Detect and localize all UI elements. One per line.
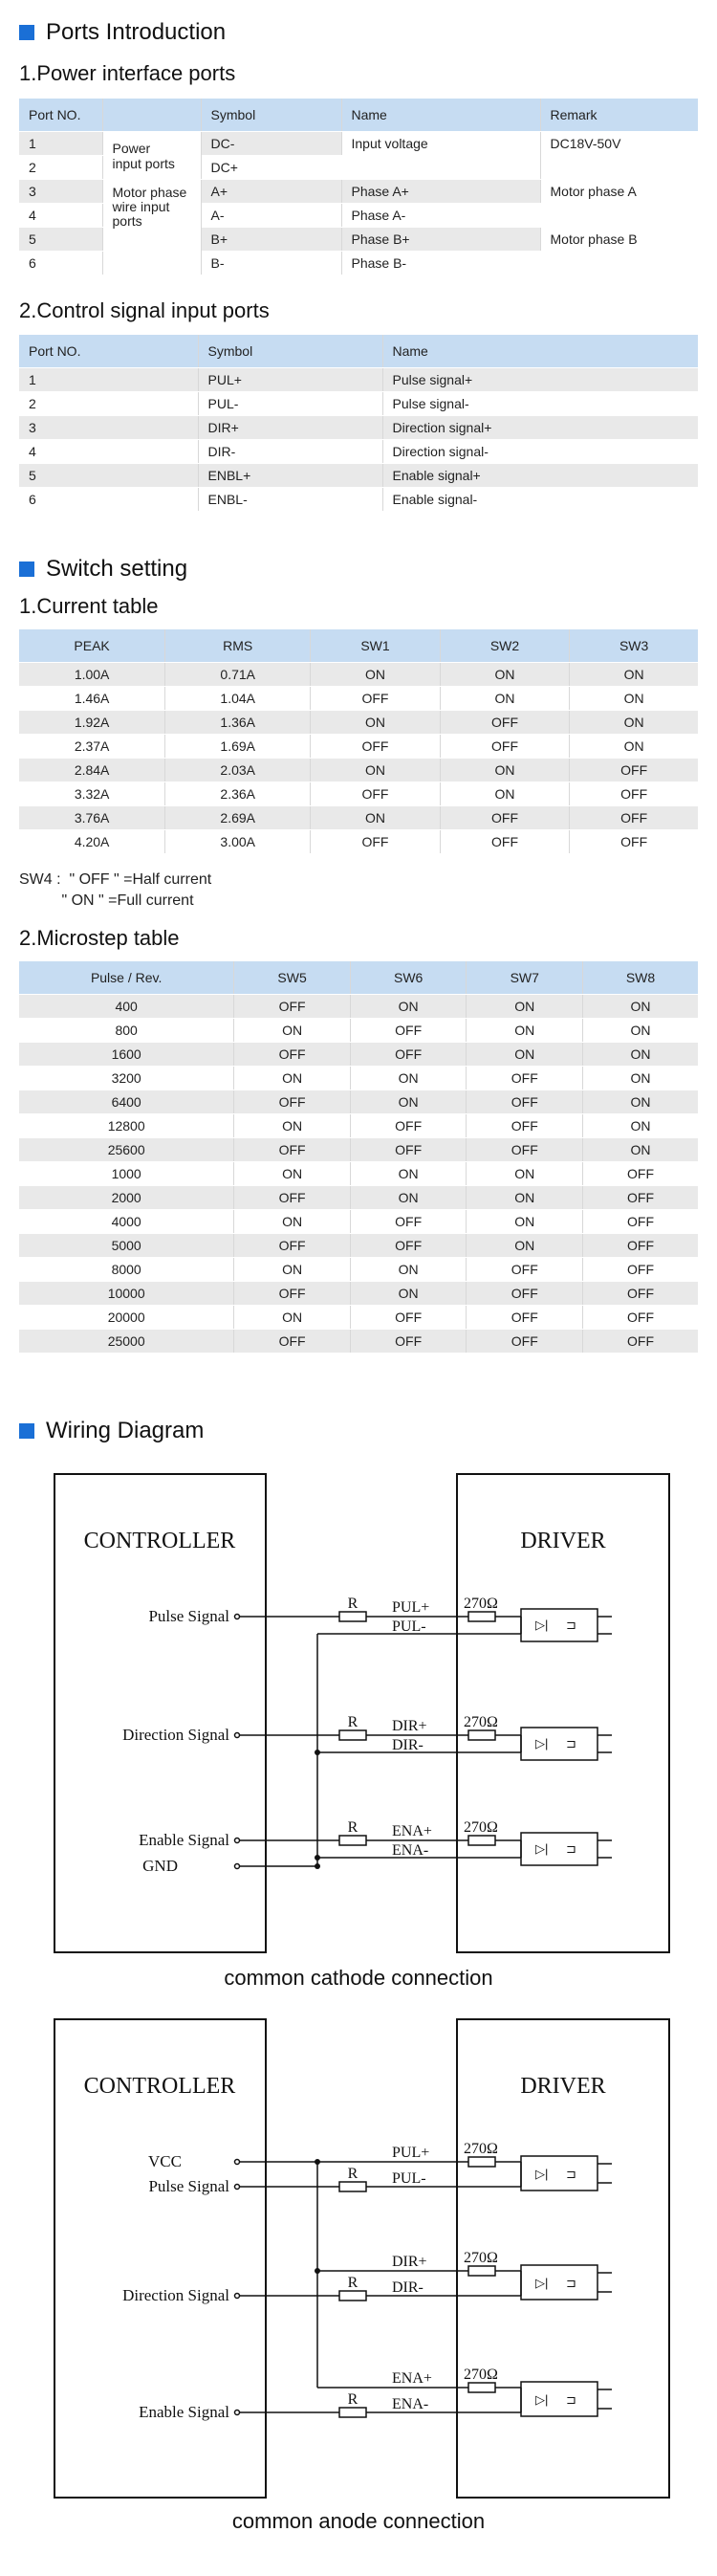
ohm-label: 270Ω	[464, 2141, 498, 2157]
table-cell: ON	[234, 1210, 351, 1234]
table-cell: OFF	[311, 830, 441, 854]
table-cell: OFF	[467, 1067, 583, 1090]
table-row: 3 Motor phase wire input ports A+ Phase A+ Motor phase A	[19, 180, 698, 204]
table-cell: 800	[19, 1019, 234, 1043]
dir-minus-label: DIR-	[392, 1737, 424, 1753]
table-row	[19, 1114, 698, 1138]
table-cell: OFF	[583, 1306, 698, 1330]
pulse-signal-label: Pulse Signal	[148, 2177, 229, 2195]
table-cell: OFF	[583, 1282, 698, 1306]
table-cell: 8000	[19, 1258, 234, 1282]
table-header: Port NO.	[19, 99, 102, 132]
table-cell: 20000	[19, 1306, 234, 1330]
table-row: 1 PUL+ Pulse signal+	[19, 368, 698, 392]
pul-plus-label: PUL+	[392, 1599, 430, 1616]
table-cell: OFF	[570, 806, 698, 830]
section-bullet-icon	[19, 1423, 34, 1439]
svg-text:▷|: ▷|	[535, 1736, 549, 1750]
table-cell: OFF	[234, 1330, 351, 1354]
table-row	[19, 1138, 698, 1162]
table-cell: ON	[440, 782, 570, 806]
table-cell: OFF	[583, 1186, 698, 1210]
table-row	[19, 782, 698, 806]
svg-text:⊐: ⊐	[566, 1618, 576, 1632]
table-cell: ON	[350, 1186, 467, 1210]
opto-symbol: ▷|	[535, 1618, 549, 1632]
table-cell: ON	[467, 1210, 583, 1234]
power-input-group: Power input ports	[102, 132, 201, 180]
microstep-table	[19, 961, 698, 1354]
table-cell: ON	[350, 1258, 467, 1282]
resistor-label: R	[347, 2166, 358, 2182]
table-cell: OFF	[350, 1138, 467, 1162]
gnd-label: GND	[142, 1857, 178, 1875]
table-row	[19, 1019, 698, 1043]
table-cell: ON	[311, 711, 441, 735]
table-cell: 2000	[19, 1186, 234, 1210]
table-row	[19, 1330, 698, 1354]
controller-label: CONTROLLER	[83, 1529, 236, 1553]
table-cell: 1.04A	[165, 687, 311, 711]
control-ports-table	[19, 335, 698, 512]
table-cell: ON	[350, 1162, 467, 1186]
table-cell: ON	[467, 1019, 583, 1043]
table-cell: 2.84A	[19, 759, 165, 782]
table-row	[19, 663, 698, 687]
table-cell: ON	[467, 1234, 583, 1258]
table-cell: OFF	[350, 1306, 467, 1330]
sw4-note-line1: SW4 : " OFF " =Half current	[19, 871, 212, 888]
table-cell: OFF	[467, 1258, 583, 1282]
ohm-label: 270Ω	[464, 2250, 498, 2266]
table-cell: ON	[570, 663, 698, 687]
wiring-section-title: Wiring Diagram	[19, 1418, 204, 1444]
table-cell: OFF	[311, 687, 441, 711]
switch-section-title: Switch setting	[19, 556, 187, 583]
table-cell: ON	[467, 1043, 583, 1067]
direction-signal-label: Direction Signal	[122, 2286, 229, 2304]
table-cell: ON	[440, 687, 570, 711]
table-row	[19, 1162, 698, 1186]
table-cell: ON	[234, 1067, 351, 1090]
resistor-label: R	[347, 2275, 358, 2291]
table-row: 5 B+ Phase B+ Motor phase B	[19, 228, 698, 252]
table-row: 5 ENBL+ Enable signal+	[19, 464, 698, 488]
direction-signal-label: Direction Signal	[122, 1726, 229, 1744]
table-cell: 1.92A	[19, 711, 165, 735]
table-cell: 1.46A	[19, 687, 165, 711]
table-row	[19, 1234, 698, 1258]
table-cell: ON	[583, 1090, 698, 1114]
table-cell: ON	[234, 1019, 351, 1043]
table-header: Name	[382, 335, 698, 368]
table-row	[19, 735, 698, 759]
table-cell: 1.36A	[165, 711, 311, 735]
table-header: SW5	[234, 961, 351, 995]
table-cell: ON	[583, 995, 698, 1019]
table-row	[19, 1282, 698, 1306]
table-cell: OFF	[350, 1019, 467, 1043]
ohm-label: 270Ω	[464, 1714, 498, 1730]
table-row: 4 A- Phase A-	[19, 204, 698, 228]
table-cell: ON	[350, 1282, 467, 1306]
table-cell: OFF	[234, 1282, 351, 1306]
table-cell: 400	[19, 995, 234, 1019]
table-header: Pulse / Rev.	[19, 961, 234, 995]
table-row	[19, 711, 698, 735]
table-cell: 1.69A	[165, 735, 311, 759]
power-ports-table	[19, 99, 698, 275]
table-cell: ON	[570, 735, 698, 759]
table-cell: ON	[467, 1162, 583, 1186]
table-header: SW6	[350, 961, 467, 995]
section-bullet-icon	[19, 561, 34, 577]
table-cell: ON	[350, 1067, 467, 1090]
power-ports-title: 1.Power interface ports	[19, 61, 236, 85]
dir-minus-label: DIR-	[392, 2279, 424, 2296]
table-cell: OFF	[350, 1114, 467, 1138]
table-cell: 1600	[19, 1043, 234, 1067]
table-cell: ON	[583, 1043, 698, 1067]
table-cell: ON	[440, 663, 570, 687]
table-cell: OFF	[234, 1043, 351, 1067]
table-cell: OFF	[570, 782, 698, 806]
enable-signal-label: Enable Signal	[139, 2403, 229, 2421]
table-cell: ON	[583, 1138, 698, 1162]
table-cell: 25000	[19, 1330, 234, 1354]
ohm-label: 270Ω	[464, 2367, 498, 2383]
table-row	[19, 830, 698, 854]
table-row	[19, 1210, 698, 1234]
motor-phase-group: Motor phase wire input ports	[102, 180, 201, 275]
vcc-label: VCC	[148, 2152, 182, 2170]
table-row: 6 B- Phase B-	[19, 252, 698, 275]
table-row: 4 DIR- Direction signal-	[19, 440, 698, 464]
table-cell: OFF	[583, 1162, 698, 1186]
table-cell: OFF	[570, 759, 698, 782]
table-row	[19, 687, 698, 711]
table-cell: ON	[570, 687, 698, 711]
ena-minus-label: ENA-	[392, 2396, 429, 2412]
resistor-label: R	[347, 1596, 358, 1612]
svg-text:⊐: ⊐	[566, 2167, 576, 2181]
microstep-table-title: 2.Microstep table	[19, 926, 180, 950]
table-header: Name	[341, 99, 540, 132]
ports-section-title: Ports Introduction	[19, 19, 226, 46]
table-cell: ON	[234, 1258, 351, 1282]
table-cell: ON	[234, 1306, 351, 1330]
table-cell: OFF	[234, 1090, 351, 1114]
table-cell: OFF	[234, 1138, 351, 1162]
table-cell: 3.76A	[19, 806, 165, 830]
table-row	[19, 1186, 698, 1210]
table-cell: 12800	[19, 1114, 234, 1138]
ena-minus-label: ENA-	[392, 1842, 429, 1859]
pul-minus-label: PUL-	[392, 2170, 426, 2187]
table-cell: 2.03A	[165, 759, 311, 782]
table-cell: OFF	[440, 711, 570, 735]
common-cathode-diagram	[0, 1473, 717, 1961]
table-cell: ON	[234, 1162, 351, 1186]
table-cell: 10000	[19, 1282, 234, 1306]
table-row: 3 DIR+ Direction signal+	[19, 416, 698, 440]
table-row	[19, 1258, 698, 1282]
svg-text:⊐: ⊐	[566, 2276, 576, 2290]
pul-minus-label: PUL-	[392, 1618, 426, 1635]
table-cell: OFF	[350, 1234, 467, 1258]
table-header: Remark	[540, 99, 698, 132]
table-header: SW1	[311, 629, 441, 663]
table-header: SW2	[440, 629, 570, 663]
ohm-label: 270Ω	[464, 1819, 498, 1836]
section-bullet-icon	[19, 25, 34, 40]
cathode-caption: common cathode connection	[224, 1966, 493, 1990]
table-cell: ON	[311, 663, 441, 687]
ena-plus-label: ENA+	[392, 1823, 432, 1839]
table-cell: OFF	[467, 1282, 583, 1306]
table-row: 2 PUL- Pulse signal-	[19, 392, 698, 416]
table-cell: 2.37A	[19, 735, 165, 759]
table-header: Symbol	[198, 335, 382, 368]
table-cell: ON	[440, 759, 570, 782]
driver-label: DRIVER	[520, 2074, 606, 2099]
table-cell: OFF	[311, 735, 441, 759]
ohm-label: 270Ω	[464, 1596, 498, 1612]
table-cell: OFF	[570, 830, 698, 854]
table-cell: OFF	[467, 1114, 583, 1138]
svg-text:▷|: ▷|	[535, 2392, 549, 2407]
table-row	[19, 1043, 698, 1067]
table-cell: 3200	[19, 1067, 234, 1090]
table-cell: ON	[234, 1114, 351, 1138]
svg-text:▷|: ▷|	[535, 2167, 549, 2181]
table-cell: OFF	[350, 1330, 467, 1354]
table-cell: ON	[311, 806, 441, 830]
pulse-signal-label: Pulse Signal	[148, 1607, 229, 1625]
table-cell: 0.71A	[165, 663, 311, 687]
svg-text:⊐: ⊐	[566, 2392, 576, 2407]
anode-caption: common anode connection	[231, 2509, 486, 2533]
table-header: Port NO.	[19, 335, 198, 368]
table-cell: 2.69A	[165, 806, 311, 830]
dir-plus-label: DIR+	[392, 2254, 427, 2270]
resistor-label: R	[347, 1714, 358, 1730]
common-anode-diagram	[0, 2018, 717, 2506]
table-row: 6 ENBL- Enable signal-	[19, 488, 698, 512]
controller-label: CONTROLLER	[83, 2074, 236, 2099]
table-cell: ON	[467, 995, 583, 1019]
table-row: 2 DC+	[19, 156, 698, 180]
table-cell: 3.32A	[19, 782, 165, 806]
pul-plus-label: PUL+	[392, 2145, 430, 2161]
svg-text:▷|: ▷|	[535, 1841, 549, 1856]
table-cell: OFF	[440, 806, 570, 830]
table-cell: 5000	[19, 1234, 234, 1258]
table-cell: OFF	[583, 1234, 698, 1258]
table-row	[19, 1090, 698, 1114]
table-cell: OFF	[234, 1186, 351, 1210]
table-cell: OFF	[440, 735, 570, 759]
table-header: SW8	[583, 961, 698, 995]
table-cell: OFF	[311, 782, 441, 806]
table-cell: 2.36A	[165, 782, 311, 806]
table-cell: ON	[350, 995, 467, 1019]
table-row	[19, 806, 698, 830]
control-ports-title: 2.Control signal input ports	[19, 298, 270, 322]
table-cell: OFF	[234, 1234, 351, 1258]
svg-text:⊐: ⊐	[566, 1736, 576, 1750]
table-cell: OFF	[467, 1090, 583, 1114]
table-row	[19, 759, 698, 782]
table-cell: 4000	[19, 1210, 234, 1234]
table-header: RMS	[165, 629, 311, 663]
table-cell: OFF	[350, 1043, 467, 1067]
svg-text:⊐: ⊐	[566, 1841, 576, 1856]
current-table	[19, 629, 698, 854]
table-cell: OFF	[583, 1330, 698, 1354]
table-cell: OFF	[467, 1138, 583, 1162]
enable-signal-label: Enable Signal	[139, 1831, 229, 1849]
table-cell: ON	[583, 1019, 698, 1043]
table-cell: ON	[570, 711, 698, 735]
table-cell: 1000	[19, 1162, 234, 1186]
table-header: PEAK	[19, 629, 165, 663]
table-cell: ON	[583, 1067, 698, 1090]
svg-text:▷|: ▷|	[535, 2276, 549, 2290]
table-header	[102, 99, 201, 132]
ena-plus-label: ENA+	[392, 2370, 432, 2387]
table-row	[19, 995, 698, 1019]
table-cell: ON	[311, 759, 441, 782]
table-cell: OFF	[350, 1210, 467, 1234]
table-cell: OFF	[583, 1258, 698, 1282]
resistor-label: R	[347, 1819, 358, 1836]
table-header: Symbol	[201, 99, 341, 132]
table-cell: OFF	[467, 1306, 583, 1330]
table-cell: ON	[350, 1090, 467, 1114]
driver-label: DRIVER	[520, 1529, 606, 1553]
dir-plus-label: DIR+	[392, 1718, 427, 1734]
table-row: 1 Power input ports DC- Input voltage DC18V-50V	[19, 132, 698, 156]
table-cell: 1.00A	[19, 663, 165, 687]
table-header: SW3	[570, 629, 698, 663]
table-cell: 25600	[19, 1138, 234, 1162]
table-cell: OFF	[583, 1210, 698, 1234]
table-header: SW7	[467, 961, 583, 995]
table-cell: ON	[467, 1186, 583, 1210]
table-cell: 3.00A	[165, 830, 311, 854]
table-cell: 6400	[19, 1090, 234, 1114]
table-row	[19, 1067, 698, 1090]
table-cell: OFF	[440, 830, 570, 854]
resistor-label: R	[347, 2391, 358, 2408]
table-cell: OFF	[234, 995, 351, 1019]
sw4-note-line2: " ON " =Full current	[19, 892, 194, 909]
table-row	[19, 1306, 698, 1330]
table-cell: 4.20A	[19, 830, 165, 854]
table-cell: ON	[583, 1114, 698, 1138]
current-table-title: 1.Current table	[19, 594, 159, 618]
table-cell: OFF	[467, 1330, 583, 1354]
